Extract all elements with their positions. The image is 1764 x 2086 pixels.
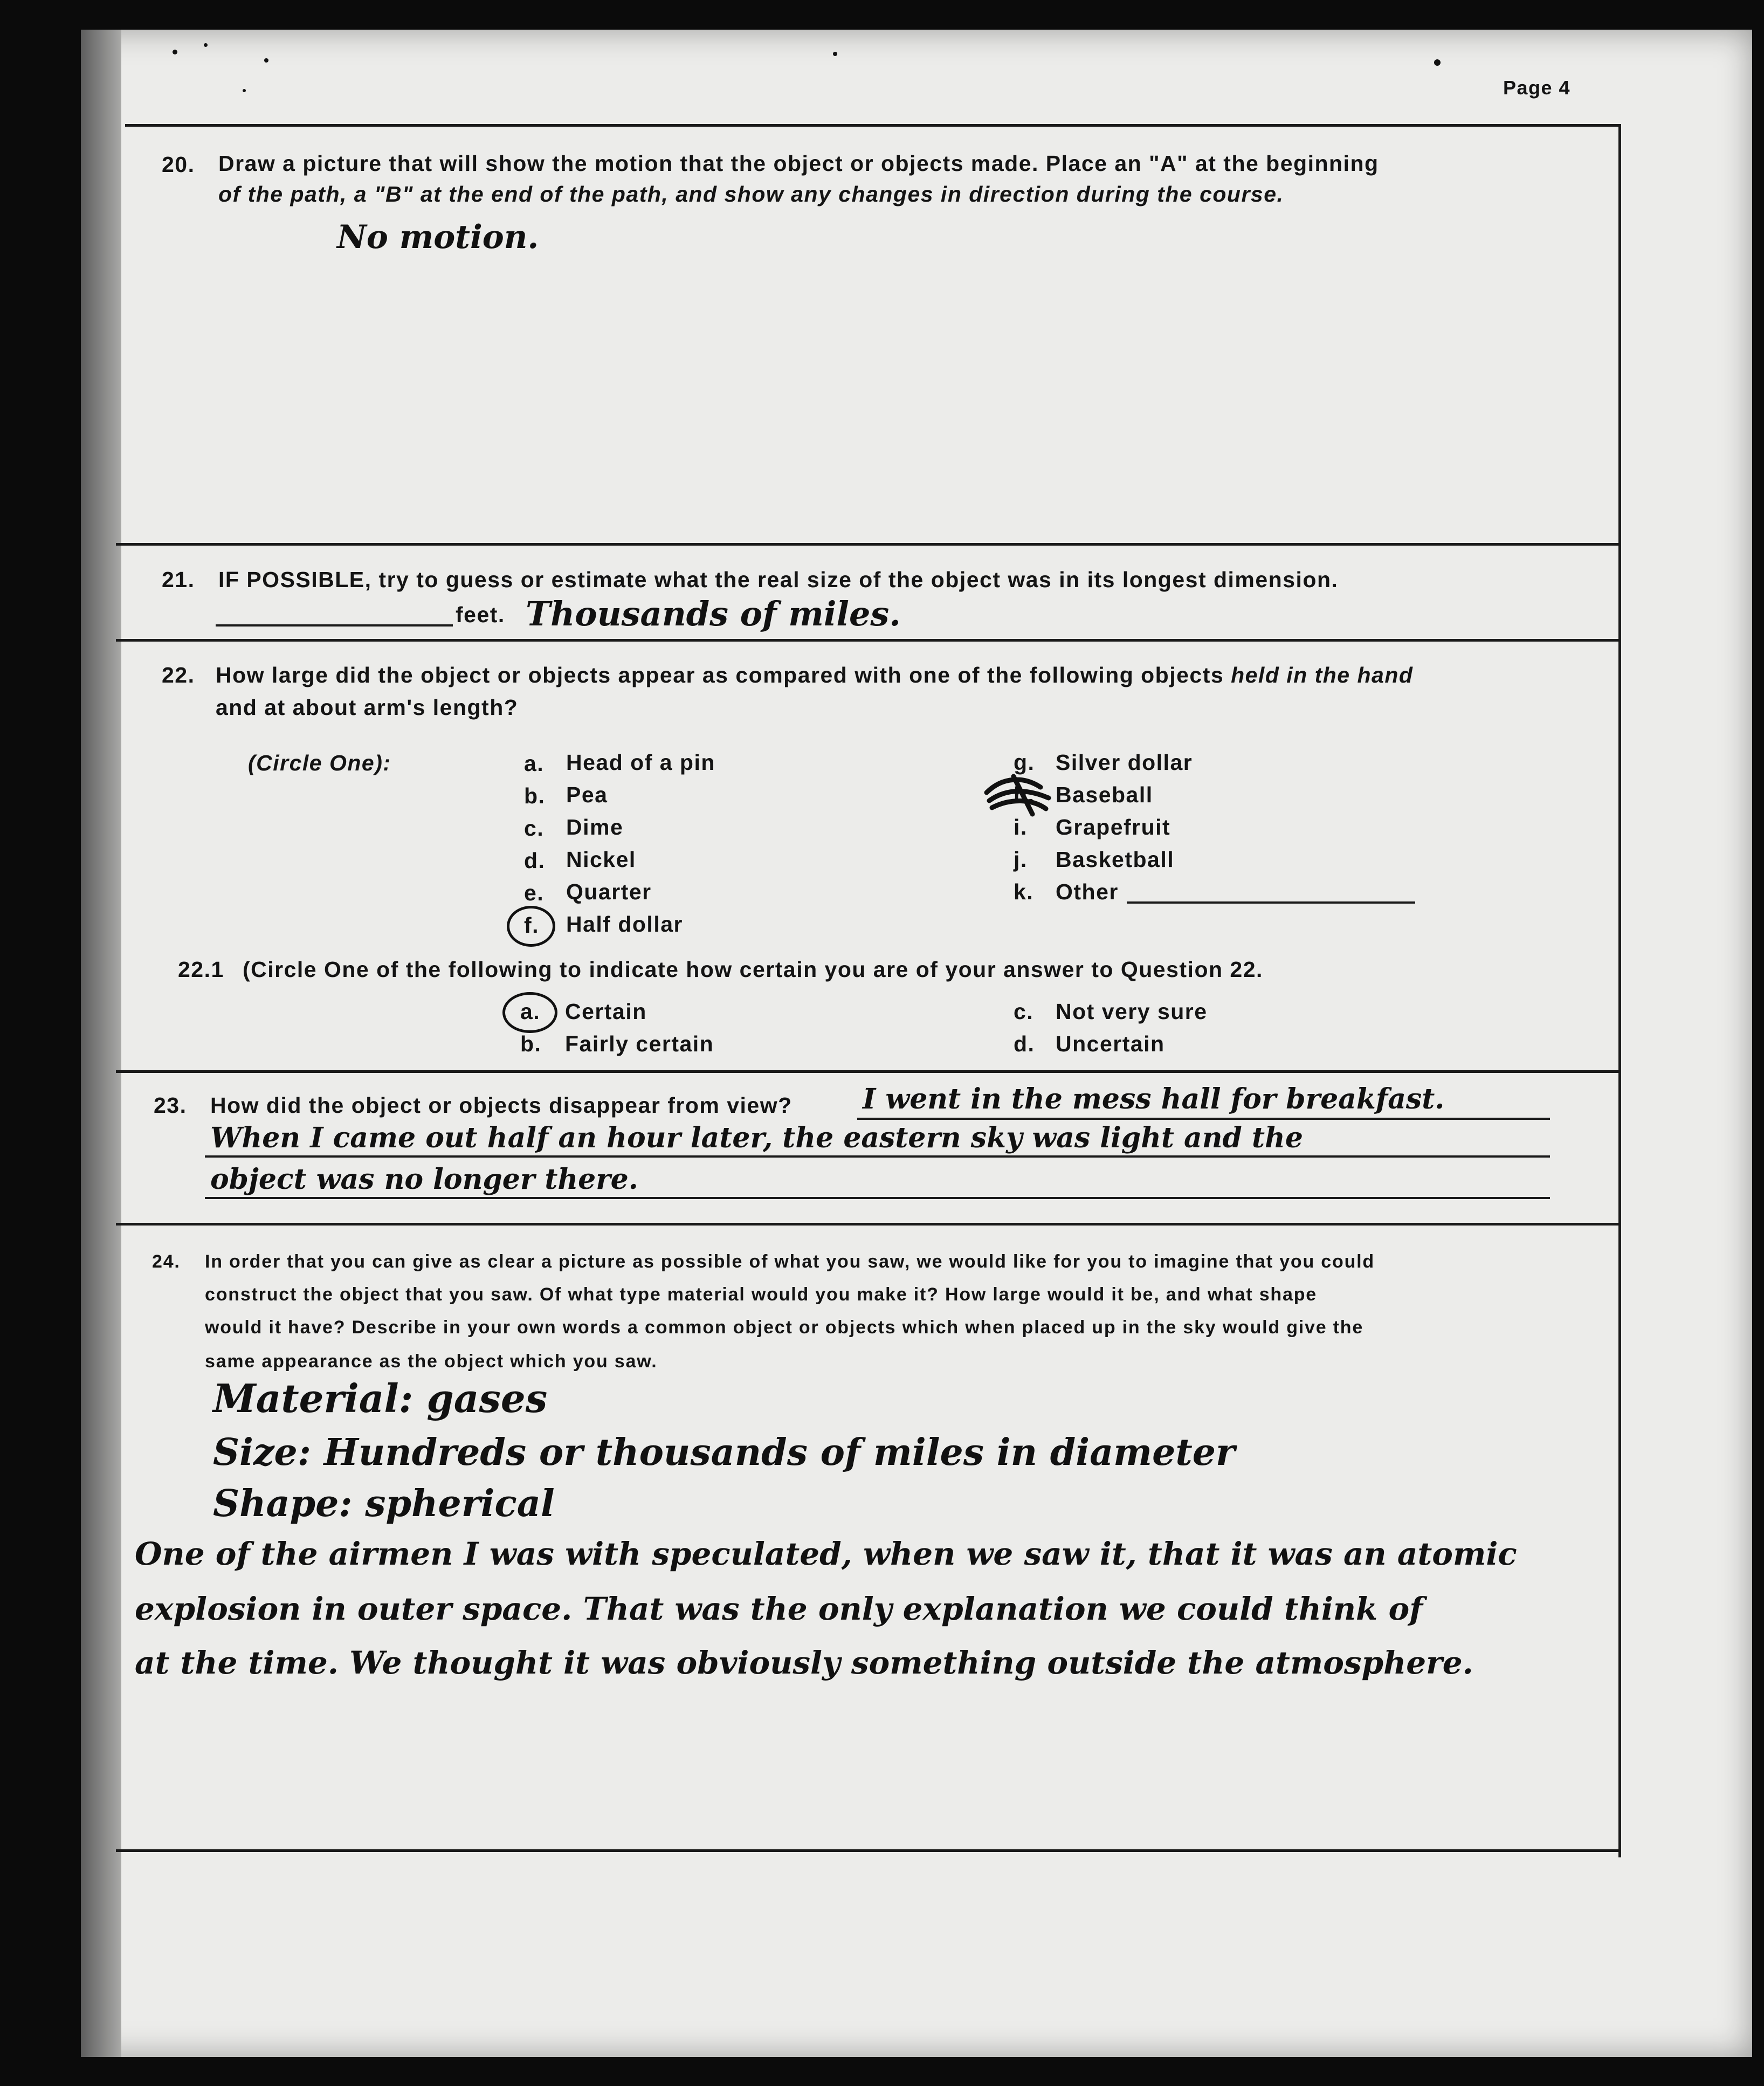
q22-1-option-a-label[interactable]: Certain xyxy=(565,999,647,1024)
speck xyxy=(833,52,837,56)
q22-number: 22. xyxy=(162,663,195,687)
q21-handwritten-answer: Thousands of miles. xyxy=(526,594,901,634)
q20-text-line1: Draw a picture that will show the motion that the object or objects made. Place an "A" at the beginning xyxy=(218,151,1379,176)
q22-text-line2: and at about arm's length? xyxy=(216,695,519,720)
q23-handwritten-line-2: When I came out half an hour later, the eastern sky was light and the xyxy=(210,1121,1303,1154)
q20-text-line2: of the path, a "B" at the end of the path, and show any changes in direction during the course. xyxy=(218,182,1284,206)
q22-text-line1 xyxy=(216,664,1413,686)
q22-option-c-label[interactable]: Dime xyxy=(566,815,624,839)
q22-option-j-letter[interactable]: j. xyxy=(1014,847,1028,872)
q22-option-a-letter[interactable]: a. xyxy=(524,751,545,776)
q22-baseball-scribble-mark xyxy=(981,771,1057,820)
q23-handwritten-line-3: object was no longer there. xyxy=(210,1163,638,1196)
q20-handwritten-answer: No motion. xyxy=(337,218,539,256)
divider-bottom xyxy=(116,1849,1620,1852)
q22-option-d-letter[interactable]: d. xyxy=(524,848,546,873)
q23-question: How did the object or objects disappear from view? xyxy=(210,1093,793,1118)
q21-answer-blank xyxy=(216,624,453,627)
q22-1-option-b-label[interactable]: Fairly certain xyxy=(565,1031,714,1056)
q24-handwritten-shape: Shape: spherical xyxy=(213,1482,555,1525)
q22-option-b-label[interactable]: Pea xyxy=(566,782,608,807)
divider-22-23 xyxy=(116,1070,1620,1073)
q22-1-option-a-letter[interactable]: a. xyxy=(520,999,541,1024)
q24-handwritten-explanation-line-3: at the time. We thought it was obviously something outside the atmosphere. xyxy=(135,1644,1473,1681)
q22-option-g-letter[interactable]: g. xyxy=(1014,750,1035,775)
q22-1-number: 22.1 xyxy=(178,957,224,982)
q22-option-a-label[interactable]: Head of a pin xyxy=(566,750,715,775)
divider-21-22 xyxy=(116,639,1620,642)
q22-text-line1-emphasis: held in the hand xyxy=(1231,663,1414,687)
paper-shadow-edge xyxy=(81,30,121,2057)
q24-text-line4: same appearance as the object which you saw. xyxy=(205,1351,658,1372)
speck xyxy=(204,43,208,47)
q22-1-selected-circle xyxy=(502,992,557,1033)
q22-option-b-letter[interactable]: b. xyxy=(524,783,546,808)
divider-20-21 xyxy=(116,543,1620,546)
q23-handwritten-line-1: I went in the mess hall for breakfast. xyxy=(863,1083,1445,1116)
q21-text: IF POSSIBLE, try to guess or estimate what the real size of the object was in its longest dimension. xyxy=(218,567,1339,592)
q22-option-k-letter[interactable]: k. xyxy=(1014,879,1034,904)
q22-option-h-label[interactable]: Baseball xyxy=(1056,782,1153,807)
q24-number: 24. xyxy=(152,1251,181,1272)
q24-handwritten-explanation-line-1: One of the airmen I was with speculated, when we saw it, that it was an atomic xyxy=(135,1536,1517,1572)
q21-unit-label: feet. xyxy=(456,602,505,627)
q24-text-line2: construct the object that you saw. Of what type material would you make it? How large would it be, and what shape xyxy=(205,1284,1317,1305)
q22-option-k-label[interactable]: Other xyxy=(1056,879,1119,904)
q24-handwritten-material: Material: gases xyxy=(213,1375,548,1421)
q22-option-e-label[interactable]: Quarter xyxy=(566,879,652,904)
q22-1-option-c-letter[interactable]: c. xyxy=(1014,999,1034,1024)
q22-text-line1-main: How large did the object or objects appear as compared with one of the following objects xyxy=(216,663,1231,687)
q20-number: 20. xyxy=(162,152,195,177)
q22-option-d-label[interactable]: Nickel xyxy=(566,847,636,872)
speck xyxy=(264,58,268,63)
q22-option-h-letter[interactable]: h. xyxy=(1014,782,1035,807)
speck xyxy=(243,89,246,92)
q22-option-j-label[interactable]: Basketball xyxy=(1056,847,1175,872)
q22-selected-circle xyxy=(507,906,555,947)
q21-number: 21. xyxy=(162,567,195,592)
q24-text-line1: In order that you can give as clear a picture as possible of what you saw, we would like for you to imagine that you could xyxy=(205,1251,1375,1272)
q22-option-i-label[interactable]: Grapefruit xyxy=(1056,815,1171,839)
q22-1-option-d-letter[interactable]: d. xyxy=(1014,1031,1035,1056)
q22-option-f-label[interactable]: Half dollar xyxy=(566,912,683,937)
q22-other-blank[interactable] xyxy=(1127,901,1415,904)
q22-1-option-c-label[interactable]: Not very sure xyxy=(1056,999,1208,1024)
q22-1-option-b-letter[interactable]: b. xyxy=(520,1031,542,1056)
q24-handwritten-explanation-line-2: explosion in outer space. That was the only explanation we could think of xyxy=(135,1591,1423,1627)
q22-circle-one-instruction: (Circle One): xyxy=(248,751,391,775)
q22-option-i-letter[interactable]: i. xyxy=(1014,815,1028,839)
q23-number: 23. xyxy=(154,1093,187,1118)
speck xyxy=(173,50,177,54)
q24-text-line3: would it have? Describe in your own words a common object or objects which when placed up in the sky would give the xyxy=(205,1317,1364,1338)
q22-option-g-label[interactable]: Silver dollar xyxy=(1056,750,1193,775)
page-number: Page 4 xyxy=(1503,77,1571,99)
q22-option-e-letter[interactable]: e. xyxy=(524,880,545,905)
q22-1-text: (Circle One of the following to indicate how certain you are of your answer to Question 22. xyxy=(243,957,1263,982)
q22-1-option-d-label[interactable]: Uncertain xyxy=(1056,1031,1165,1056)
q22-option-c-letter[interactable]: c. xyxy=(524,816,545,841)
q23-answer-line-1 xyxy=(857,1118,1550,1120)
q23-answer-line-3 xyxy=(205,1197,1550,1199)
divider-23-24 xyxy=(116,1223,1620,1226)
speck xyxy=(1434,59,1441,66)
q22-option-f-letter[interactable]: f. xyxy=(524,913,540,938)
q23-answer-line-2 xyxy=(205,1155,1550,1158)
q24-handwritten-size: Size: Hundreds or thousands of miles in diameter xyxy=(213,1431,1235,1474)
